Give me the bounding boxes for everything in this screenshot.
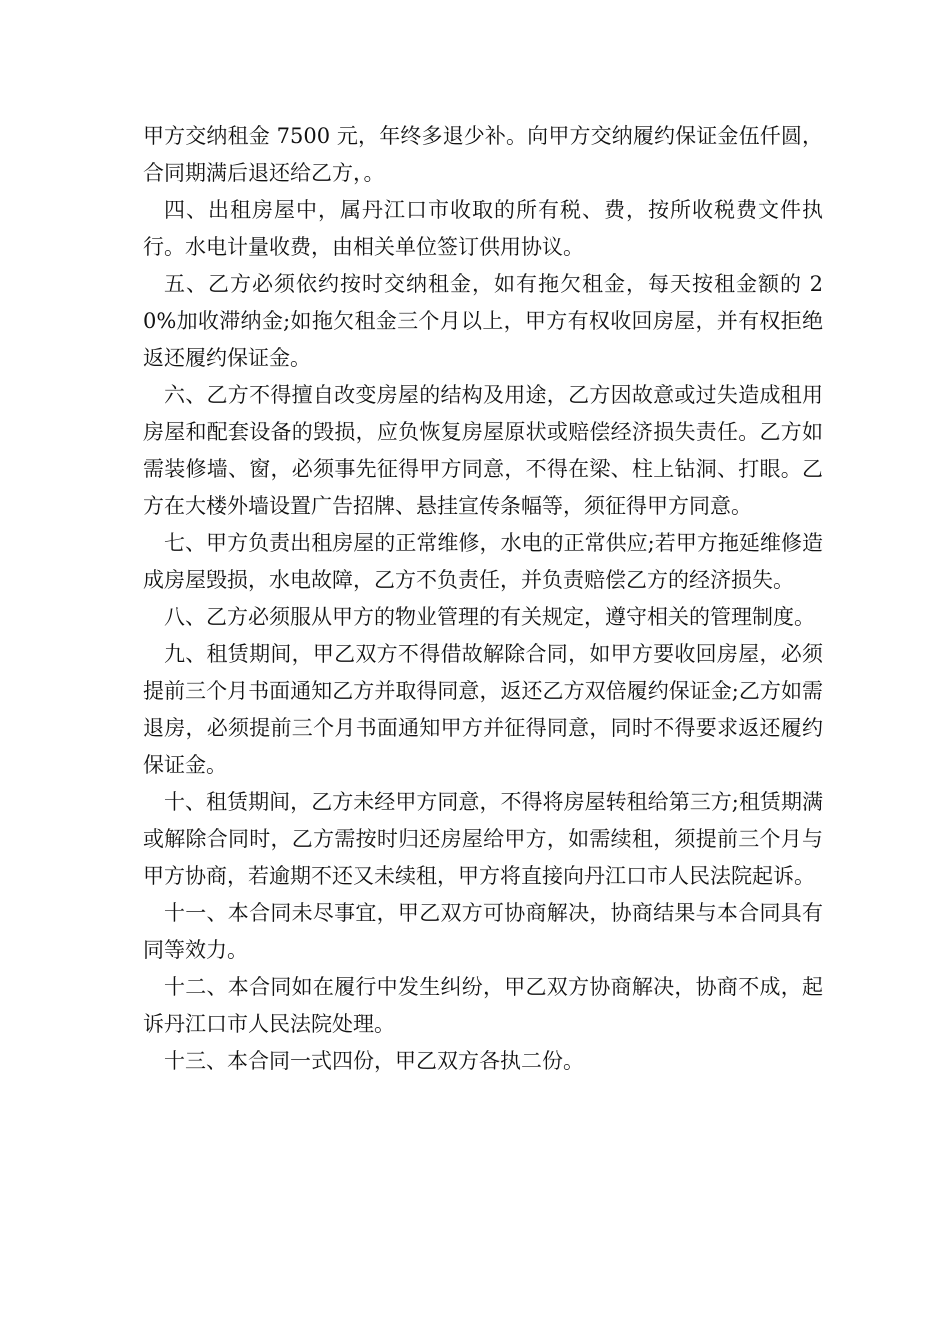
paragraph-clause-10-sublease: 十、租赁期间，乙方未经甲方同意，不得将房屋转租给第三方;租赁期满或解除合同时，乙方需按时归还房屋给甲方，如需续租，须提前三个月与甲方协商，若逾期不还又未续租，甲方将直接向丹江口市人民法院起诉。 [143, 790, 823, 888]
paragraph-clause-6-alterations: 六、乙方不得擅自改变房屋的结构及用途，乙方因故意或过失造成租用房屋和配套设备的毁损，应负恢复房屋原状或赔偿经济损失责任。乙方如需装修墙、窗，必须事先征得甲方同意，不得在梁、柱上钻洞、打眼。乙方在大楼外墙设置广告招牌、悬挂宣传条幅等，须征得甲方同意。 [143, 383, 823, 518]
paragraph-clause-11-supplement: 十一、本合同未尽事宜，甲乙双方可协商解决，协商结果与本合同具有同等效力。 [143, 901, 823, 962]
paragraph-clause-13-copies: 十三、本合同一式四份，甲乙双方各执二份。 [164, 1049, 584, 1073]
paragraph-rent-payment: 甲方交纳租金 7500 元，年终多退少补。向甲方交纳履约保证金伍仟圆，合同期满后退还给乙方，。 [143, 124, 823, 185]
paragraph-clause-7-maintenance: 七、甲方负责出租房屋的正常维修，水电的正常供应;若甲方拖延维修造成房屋毁损，水电故障，乙方不负责任，并负责赔偿乙方的经济损失。 [143, 531, 823, 592]
paragraph-clause-8-management: 八、乙方必须服从甲方的物业管理的有关规定，遵守相关的管理制度。 [164, 605, 815, 629]
paragraph-clause-12-disputes: 十二、本合同如在履行中发生纠纷，甲乙双方协商解决，协商不成，起诉丹江口市人民法院处理。 [143, 975, 823, 1036]
contract-body [143, 118, 823, 1080]
paragraph-clause-5-late-fees: 五、乙方必须依约按时交纳租金，如有拖欠租金，每天按租金额的 20%加收滞纳金;如拖欠租金三个月以上，甲方有权收回房屋，并有权拒绝返还履约保证金。 [143, 272, 823, 370]
paragraph-clause-9-termination: 九、租赁期间，甲乙双方不得借故解除合同，如甲方要收回房屋，必须提前三个月书面通知乙方并取得同意，返还乙方双倍履约保证金;乙方如需退房，必须提前三个月书面通知甲方并征得同意，同时不得要求返还履约保证金。 [143, 642, 823, 777]
paragraph-clause-4-taxes: 四、出租房屋中，属丹江口市收取的所有税、费，按所收税费文件执行。水电计量收费，由相关单位签订供用协议。 [143, 198, 823, 259]
